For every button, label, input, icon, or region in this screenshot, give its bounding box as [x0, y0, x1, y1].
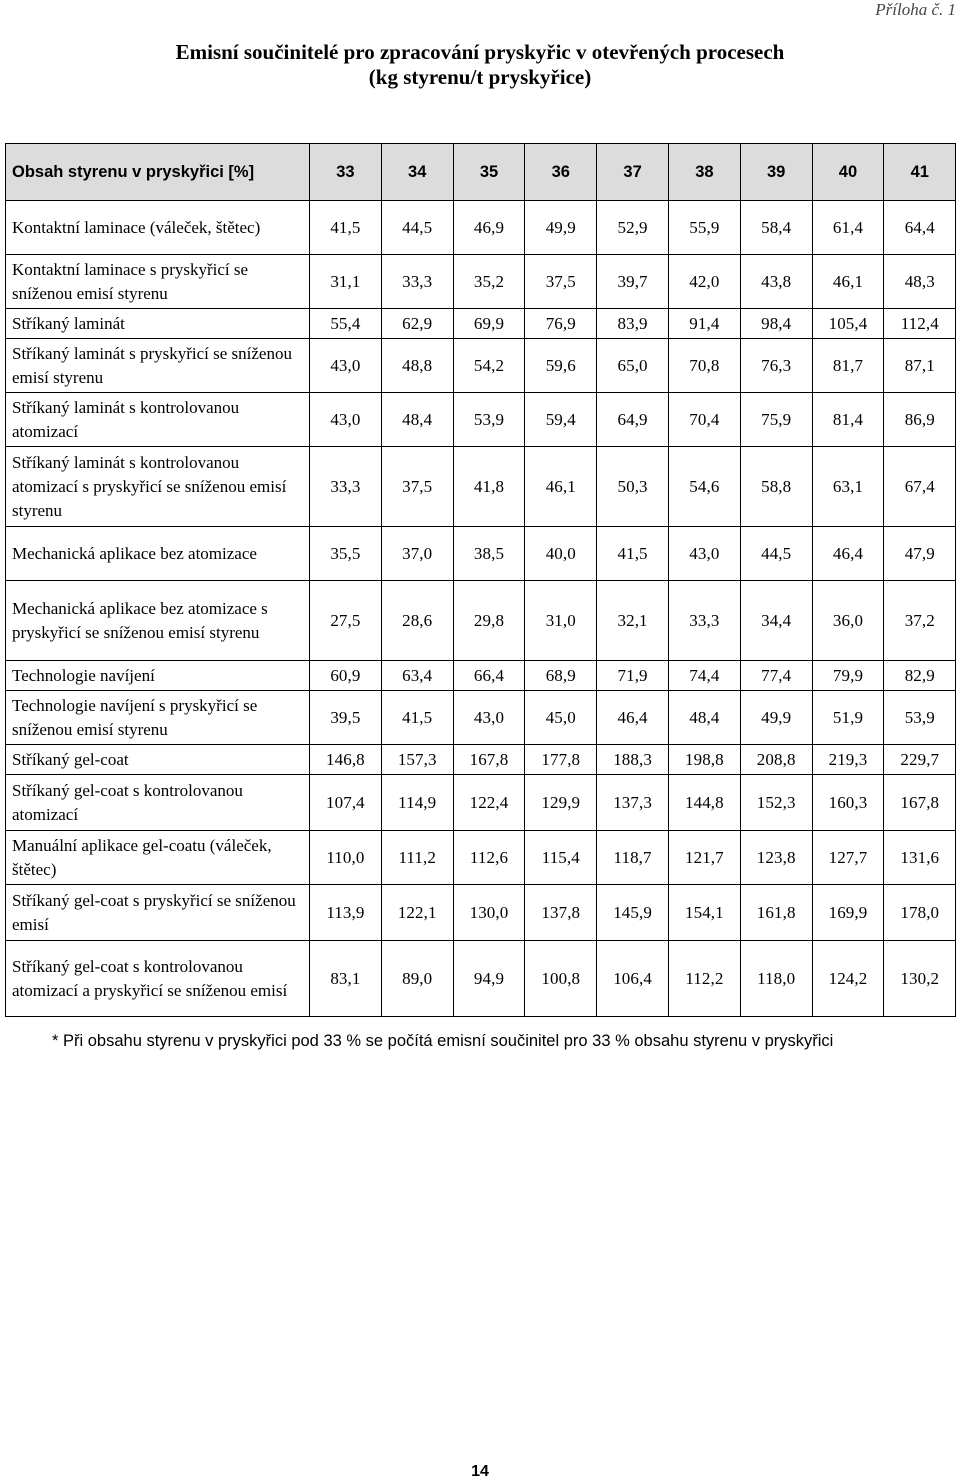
value-cell: 105,4: [812, 309, 884, 339]
value-cell: 144,8: [668, 775, 740, 831]
value-cell: 68,9: [525, 661, 597, 691]
value-cell: 94,9: [453, 941, 525, 1017]
value-cell: 46,4: [597, 691, 669, 745]
row-label: Stříkaný laminát s kontrolovanou atomizací s pryskyřicí se sníženou emisí styrenu: [6, 447, 310, 527]
value-cell: 47,9: [884, 527, 956, 581]
value-cell: 112,2: [668, 941, 740, 1017]
value-cell: 87,1: [884, 339, 956, 393]
table-body: [6, 201, 956, 1017]
table-row: [6, 775, 956, 831]
value-cell: 43,0: [310, 339, 382, 393]
value-cell: 41,5: [381, 691, 453, 745]
column-header: 39: [740, 144, 812, 201]
value-cell: 35,2: [453, 255, 525, 309]
value-cell: 40,0: [525, 527, 597, 581]
value-cell: 61,4: [812, 201, 884, 255]
value-cell: 58,8: [740, 447, 812, 527]
value-cell: 52,9: [597, 201, 669, 255]
value-cell: 58,4: [740, 201, 812, 255]
value-cell: 113,9: [310, 885, 382, 941]
row-label: Technologie navíjení s pryskyřicí se sníženou emisí styrenu: [6, 691, 310, 745]
value-cell: 66,4: [453, 661, 525, 691]
value-cell: 46,9: [453, 201, 525, 255]
value-cell: 43,0: [310, 393, 382, 447]
value-cell: 107,4: [310, 775, 382, 831]
value-cell: 198,8: [668, 745, 740, 775]
value-cell: 74,4: [668, 661, 740, 691]
footnote: * Při obsahu styrenu v pryskyřici pod 33 % se počítá emisní součinitel pro 33 % obsahu styrenu v pryskyřici: [52, 1032, 834, 1050]
value-cell: 27,5: [310, 581, 382, 661]
column-header: 36: [525, 144, 597, 201]
value-cell: 178,0: [884, 885, 956, 941]
value-cell: 39,5: [310, 691, 382, 745]
emission-factors-table: [5, 143, 956, 1017]
value-cell: 44,5: [740, 527, 812, 581]
value-cell: 37,0: [381, 527, 453, 581]
value-cell: 59,6: [525, 339, 597, 393]
value-cell: 127,7: [812, 831, 884, 885]
row-label: Stříkaný gel-coat s kontrolovanou atomizací: [6, 775, 310, 831]
value-cell: 82,9: [884, 661, 956, 691]
value-cell: 106,4: [597, 941, 669, 1017]
column-header: 37: [597, 144, 669, 201]
value-cell: 70,8: [668, 339, 740, 393]
value-cell: 177,8: [525, 745, 597, 775]
value-cell: 89,0: [381, 941, 453, 1017]
value-cell: 35,5: [310, 527, 382, 581]
value-cell: 46,1: [525, 447, 597, 527]
value-cell: 100,8: [525, 941, 597, 1017]
value-cell: 37,5: [381, 447, 453, 527]
value-cell: 42,0: [668, 255, 740, 309]
value-cell: 169,9: [812, 885, 884, 941]
row-label: Stříkaný laminát: [6, 309, 310, 339]
value-cell: 118,7: [597, 831, 669, 885]
row-label: Manuální aplikace gel-coatu (váleček, štětec): [6, 831, 310, 885]
value-cell: 86,9: [884, 393, 956, 447]
value-cell: 114,9: [381, 775, 453, 831]
value-cell: 229,7: [884, 745, 956, 775]
table-row: [6, 941, 956, 1017]
table-row: [6, 831, 956, 885]
value-cell: 43,8: [740, 255, 812, 309]
value-cell: 49,9: [525, 201, 597, 255]
value-cell: 63,1: [812, 447, 884, 527]
column-header: 41: [884, 144, 956, 201]
value-cell: 161,8: [740, 885, 812, 941]
value-cell: 91,4: [668, 309, 740, 339]
value-cell: 98,4: [740, 309, 812, 339]
value-cell: 129,9: [525, 775, 597, 831]
value-cell: 31,0: [525, 581, 597, 661]
value-cell: 55,9: [668, 201, 740, 255]
value-cell: 79,9: [812, 661, 884, 691]
value-cell: 46,1: [812, 255, 884, 309]
row-label: Kontaktní laminace s pryskyřicí se sníženou emisí styrenu: [6, 255, 310, 309]
value-cell: 137,3: [597, 775, 669, 831]
value-cell: 121,7: [668, 831, 740, 885]
value-cell: 64,4: [884, 201, 956, 255]
column-header: 34: [381, 144, 453, 201]
value-cell: 130,2: [884, 941, 956, 1017]
value-cell: 54,2: [453, 339, 525, 393]
value-cell: 39,7: [597, 255, 669, 309]
value-cell: 77,4: [740, 661, 812, 691]
value-cell: 167,8: [453, 745, 525, 775]
table-row: [6, 745, 956, 775]
value-cell: 60,9: [310, 661, 382, 691]
value-cell: 115,4: [525, 831, 597, 885]
value-cell: 33,3: [668, 581, 740, 661]
row-label: Stříkaný laminát s kontrolovanou atomizací: [6, 393, 310, 447]
value-cell: 83,9: [597, 309, 669, 339]
table-row: [6, 691, 956, 745]
value-cell: 64,9: [597, 393, 669, 447]
value-cell: 145,9: [597, 885, 669, 941]
value-cell: 51,9: [812, 691, 884, 745]
value-cell: 75,9: [740, 393, 812, 447]
value-cell: 41,5: [597, 527, 669, 581]
value-cell: 33,3: [310, 447, 382, 527]
value-cell: 38,5: [453, 527, 525, 581]
header-label: Obsah styrenu v pryskyřici [%]: [6, 144, 310, 201]
row-label: Stříkaný gel-coat s kontrolovanou atomizací a pryskyřicí se sníženou emisí: [6, 941, 310, 1017]
row-label: Mechanická aplikace bez atomizace: [6, 527, 310, 581]
value-cell: 59,4: [525, 393, 597, 447]
value-cell: 32,1: [597, 581, 669, 661]
value-cell: 83,1: [310, 941, 382, 1017]
value-cell: 33,3: [381, 255, 453, 309]
value-cell: 70,4: [668, 393, 740, 447]
value-cell: 67,4: [884, 447, 956, 527]
value-cell: 55,4: [310, 309, 382, 339]
value-cell: 76,3: [740, 339, 812, 393]
value-cell: 71,9: [597, 661, 669, 691]
row-label: Stříkaný gel-coat: [6, 745, 310, 775]
column-header: 33: [310, 144, 382, 201]
value-cell: 53,9: [453, 393, 525, 447]
value-cell: 48,4: [668, 691, 740, 745]
value-cell: 36,0: [812, 581, 884, 661]
page-number: 14: [471, 1463, 489, 1480]
value-cell: 154,1: [668, 885, 740, 941]
row-label: Stříkaný laminát s pryskyřicí se sníženou emisí styrenu: [6, 339, 310, 393]
table-row: [6, 447, 956, 527]
table-row: [6, 527, 956, 581]
value-cell: 146,8: [310, 745, 382, 775]
value-cell: 167,8: [884, 775, 956, 831]
value-cell: 41,8: [453, 447, 525, 527]
value-cell: 43,0: [453, 691, 525, 745]
table-row: [6, 255, 956, 309]
row-label: Technologie navíjení: [6, 661, 310, 691]
value-cell: 122,1: [381, 885, 453, 941]
value-cell: 29,8: [453, 581, 525, 661]
value-cell: 137,8: [525, 885, 597, 941]
value-cell: 48,8: [381, 339, 453, 393]
value-cell: 50,3: [597, 447, 669, 527]
value-cell: 37,5: [525, 255, 597, 309]
title-line: Emisní součinitelé pro zpracování pryskyřic v otevřených procesech: [175, 40, 785, 64]
value-cell: 124,2: [812, 941, 884, 1017]
table-row: [6, 885, 956, 941]
value-cell: 48,3: [884, 255, 956, 309]
value-cell: 28,6: [381, 581, 453, 661]
value-cell: 69,9: [453, 309, 525, 339]
value-cell: 63,4: [381, 661, 453, 691]
value-cell: 111,2: [381, 831, 453, 885]
value-cell: 81,4: [812, 393, 884, 447]
row-label: Stříkaný gel-coat s pryskyřicí se sníženou emisí: [6, 885, 310, 941]
value-cell: 131,6: [884, 831, 956, 885]
column-header: 40: [812, 144, 884, 201]
column-header: 38: [668, 144, 740, 201]
value-cell: 49,9: [740, 691, 812, 745]
value-cell: 62,9: [381, 309, 453, 339]
value-cell: 122,4: [453, 775, 525, 831]
value-cell: 31,1: [310, 255, 382, 309]
header-row: [6, 144, 956, 201]
value-cell: 37,2: [884, 581, 956, 661]
value-cell: 54,6: [668, 447, 740, 527]
value-cell: 44,5: [381, 201, 453, 255]
value-cell: 81,7: [812, 339, 884, 393]
value-cell: 208,8: [740, 745, 812, 775]
annex-label: Příloha č. 1: [875, 0, 956, 19]
value-cell: 110,0: [310, 831, 382, 885]
value-cell: 219,3: [812, 745, 884, 775]
title-line: (kg styrenu/t pryskyřice): [368, 65, 592, 89]
value-cell: 130,0: [453, 885, 525, 941]
table-row: [6, 201, 956, 255]
value-cell: 48,4: [381, 393, 453, 447]
value-cell: 152,3: [740, 775, 812, 831]
value-cell: 188,3: [597, 745, 669, 775]
value-cell: 45,0: [525, 691, 597, 745]
value-cell: 41,5: [310, 201, 382, 255]
column-header: 35: [453, 144, 525, 201]
row-label: Mechanická aplikace bez atomizace s pryskyřicí se sníženou emisí styrenu: [6, 581, 310, 661]
value-cell: 118,0: [740, 941, 812, 1017]
table-row: [6, 339, 956, 393]
page-title: [0, 40, 960, 90]
value-cell: 53,9: [884, 691, 956, 745]
value-cell: 157,3: [381, 745, 453, 775]
value-cell: 160,3: [812, 775, 884, 831]
value-cell: 112,4: [884, 309, 956, 339]
value-cell: 46,4: [812, 527, 884, 581]
table-row: [6, 309, 956, 339]
value-cell: 43,0: [668, 527, 740, 581]
row-label: Kontaktní laminace (váleček, štětec): [6, 201, 310, 255]
table-row: [6, 661, 956, 691]
value-cell: 65,0: [597, 339, 669, 393]
table-row: [6, 393, 956, 447]
value-cell: 123,8: [740, 831, 812, 885]
value-cell: 34,4: [740, 581, 812, 661]
value-cell: 76,9: [525, 309, 597, 339]
table-row: [6, 581, 956, 661]
value-cell: 112,6: [453, 831, 525, 885]
